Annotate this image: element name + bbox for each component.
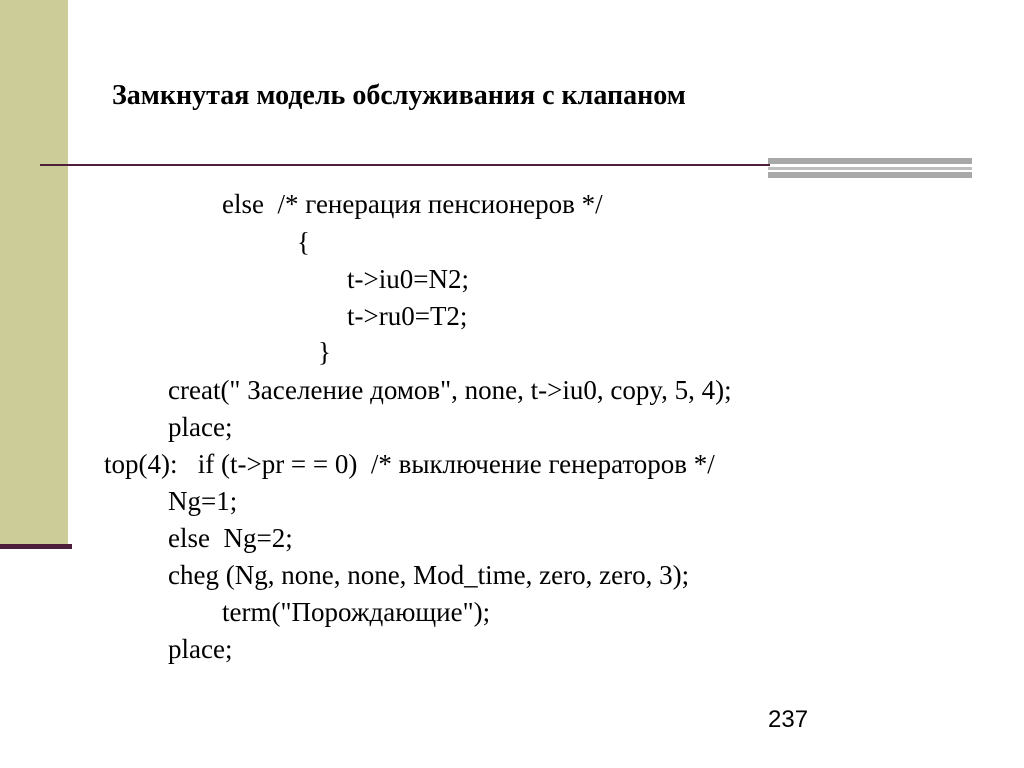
code-line: t->ru0=T2; bbox=[347, 301, 468, 331]
code-line: { bbox=[297, 227, 310, 257]
code-line: Ng=1; bbox=[168, 486, 238, 516]
code-line: t->iu0=N2; bbox=[347, 264, 469, 294]
code-line: top(4): if (t->pr = = 0) /* выключение генераторов */ bbox=[104, 449, 715, 479]
page-number: 237 bbox=[768, 706, 809, 733]
code-line: creat(" Заселение домов", none, t->iu0, copy, 5, 4); bbox=[168, 375, 732, 405]
code-line: cheg (Ng, none, none, Mod_time, zero, zero, 3); bbox=[168, 560, 690, 590]
code-line: term("Порождающие"); bbox=[222, 597, 491, 627]
code-line: } bbox=[318, 337, 331, 367]
code-line: else /* генерация пенсионеров */ bbox=[222, 189, 603, 219]
slide-title: Замкнутая модель обслуживания с клапаном bbox=[112, 80, 686, 111]
code-line: else Ng=2; bbox=[168, 523, 293, 553]
code-line: place; bbox=[168, 412, 233, 442]
code-line: place; bbox=[168, 634, 233, 664]
